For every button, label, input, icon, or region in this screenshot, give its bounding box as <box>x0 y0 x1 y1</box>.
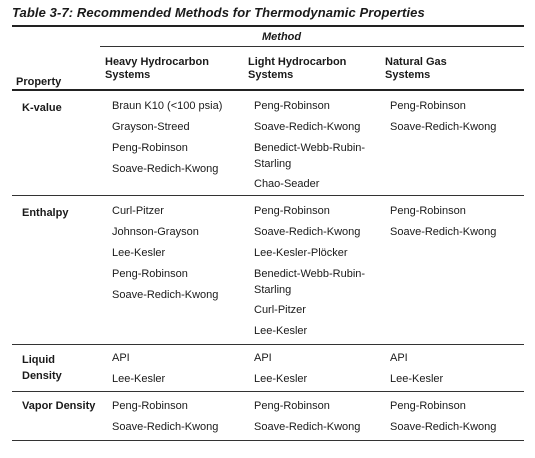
cell-light <box>254 205 365 339</box>
method-item: Soave-Redich-Kwong <box>254 121 361 133</box>
method-item: Lee-Kesler <box>254 373 308 385</box>
method-item: Peng-Robinson <box>390 100 466 112</box>
method-header: Method <box>262 31 302 43</box>
method-item: Peng-Robinson <box>254 205 330 217</box>
cell-natural <box>390 352 443 387</box>
method-item: Chao-Seader <box>254 178 320 190</box>
method-item: Soave-Redich-Kwong <box>390 226 497 238</box>
property-label: Density <box>22 370 62 382</box>
method-item: Grayson-Streed <box>112 121 190 133</box>
method-item: API <box>254 352 272 364</box>
cell-heavy <box>112 352 165 387</box>
column-header-line: Systems <box>385 69 431 81</box>
column-header-line: Systems <box>248 69 294 81</box>
method-item: API <box>390 352 408 364</box>
row-rule <box>12 195 524 196</box>
property-label: Enthalpy <box>22 207 69 219</box>
bottom-rule <box>12 440 524 441</box>
method-item: Soave-Redich-Kwong <box>112 163 219 175</box>
method-item: Soave-Redich-Kwong <box>390 121 497 133</box>
cell-heavy <box>112 100 222 184</box>
cell-light <box>254 352 307 387</box>
column-header-line: Light Hydrocarbon <box>248 56 347 68</box>
table-title: Table 3-7: Recommended Methods for Thermodynamic Properties <box>12 5 425 20</box>
cell-natural <box>390 100 496 142</box>
method-item: API <box>112 352 130 364</box>
method-item: Soave-Redich-Kwong <box>254 421 361 433</box>
row-rule <box>12 391 524 392</box>
property-cell <box>22 205 68 221</box>
cell-natural <box>390 205 496 247</box>
column-header-line: Systems <box>105 69 151 81</box>
method-item: Peng-Robinson <box>254 100 330 112</box>
method-item: Starling <box>254 158 292 170</box>
method-item: Peng-Robinson <box>112 400 188 412</box>
method-item: Lee-Kesler-Plöcker <box>254 247 348 259</box>
method-item: Soave-Redich-Kwong <box>112 421 219 433</box>
cell-heavy <box>112 205 218 310</box>
method-item: Soave-Redich-Kwong <box>254 226 361 238</box>
cell-light <box>254 100 365 192</box>
method-item: Lee-Kesler <box>254 325 308 337</box>
header-rule <box>12 89 524 91</box>
cell-light <box>254 400 360 435</box>
column-header-line: Heavy Hydrocarbon <box>105 56 209 68</box>
cell-heavy <box>112 400 218 435</box>
method-item: Braun K10 (<100 psia) <box>112 100 223 112</box>
method-item: Lee-Kesler <box>390 373 444 385</box>
row-rule <box>12 344 524 345</box>
method-item: Starling <box>254 284 292 296</box>
method-item: Johnson-Grayson <box>112 226 199 238</box>
method-item: Lee-Kesler <box>112 247 166 259</box>
property-header: Property <box>16 76 62 88</box>
method-item: Lee-Kesler <box>112 373 166 385</box>
property-cell <box>22 100 62 116</box>
column-header-light <box>248 56 346 82</box>
column-header-line: Natural Gas <box>385 56 447 68</box>
method-item: Curl-Pitzer <box>112 205 164 217</box>
method-item: Peng-Robinson <box>390 400 466 412</box>
cell-natural <box>390 400 496 435</box>
method-item: Soave-Redich-Kwong <box>112 289 219 301</box>
property-cell <box>22 398 95 414</box>
column-header-natural <box>385 56 447 82</box>
method-item: Peng-Robinson <box>390 205 466 217</box>
column-header-heavy <box>105 56 209 82</box>
method-item: Benedict-Webb-Rubin- <box>254 142 366 154</box>
property-cell <box>22 352 62 384</box>
property-label: K-value <box>22 102 62 114</box>
method-item: Peng-Robinson <box>254 400 330 412</box>
method-item: Peng-Robinson <box>112 142 188 154</box>
method-rule <box>100 46 524 47</box>
property-label: Liquid <box>22 354 55 366</box>
method-item: Peng-Robinson <box>112 268 188 280</box>
method-item: Curl-Pitzer <box>254 304 306 316</box>
method-item: Benedict-Webb-Rubin- <box>254 268 366 280</box>
top-rule <box>12 25 524 27</box>
method-item: Soave-Redich-Kwong <box>390 421 497 433</box>
property-label: Vapor Density <box>22 400 96 412</box>
